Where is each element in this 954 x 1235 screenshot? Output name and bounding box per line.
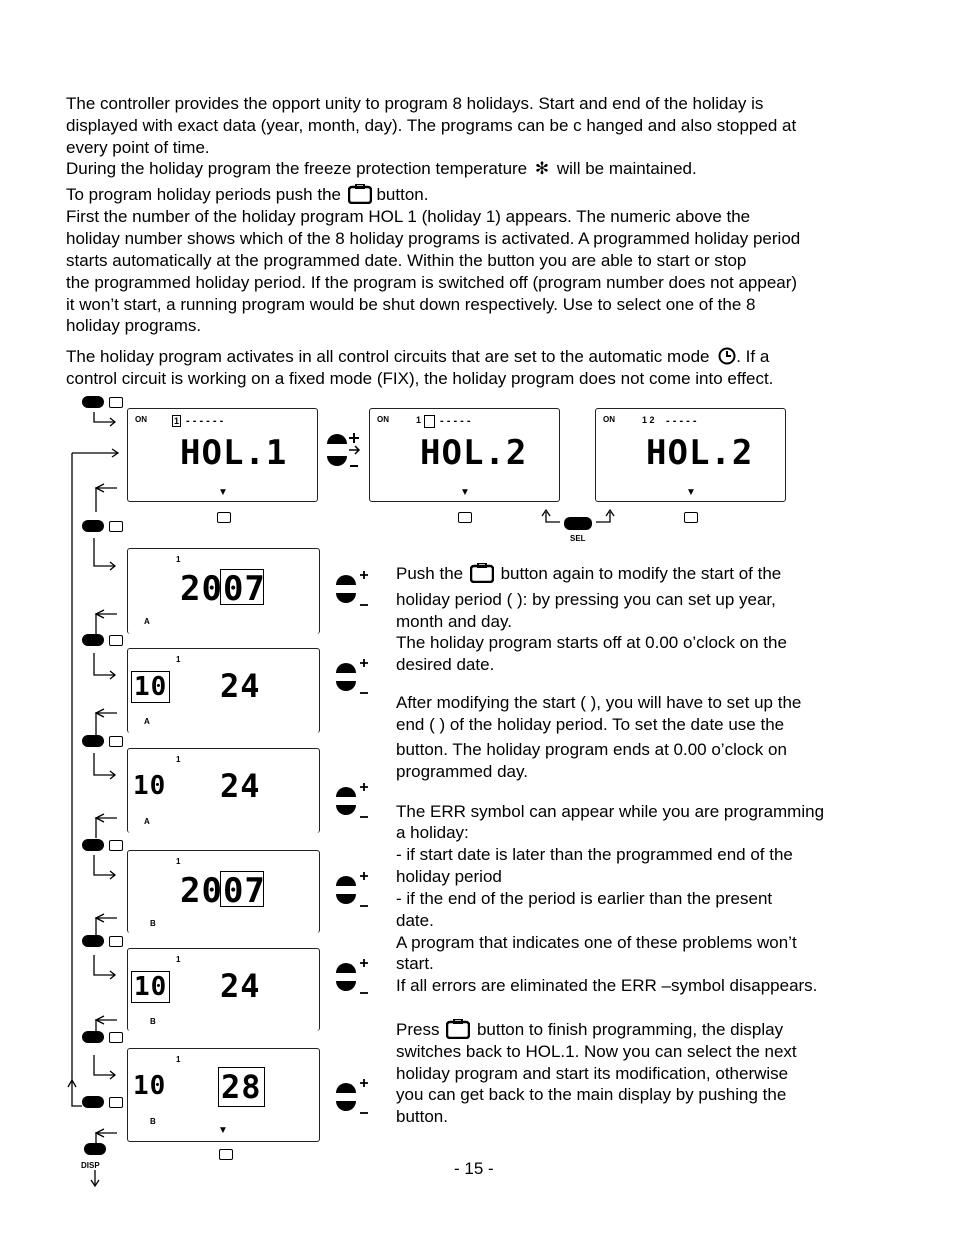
instruction-line: button. xyxy=(396,1107,448,1126)
program-number: 1 2 xyxy=(642,415,655,425)
lcd-display-start-day xyxy=(127,748,320,833)
disp-label: DISP xyxy=(81,1161,100,1170)
plus-minus-rocker-icon[interactable] xyxy=(334,1075,372,1121)
program-number: 1 xyxy=(176,755,181,764)
intro-line: control circuit is working on a fixed mode (FIX), the holiday program does not come into effect. xyxy=(66,369,774,388)
intro-text: button. xyxy=(376,185,429,204)
instruction-line: holiday period xyxy=(396,867,502,886)
down-arrow-icon: ▼ xyxy=(218,487,228,498)
instruction-line: The ERR symbol can appear while you are programming xyxy=(396,802,825,821)
plus-minus-rocker-icon[interactable] xyxy=(334,955,372,1001)
lcd-year: 2007 xyxy=(180,569,266,609)
lcd-day: 24 xyxy=(220,767,261,805)
period-tag: A xyxy=(144,817,150,826)
instruction-line: switches back to HOL.1. Now you can select the next xyxy=(396,1042,797,1061)
instruction-line xyxy=(396,563,781,589)
intro-line: displayed with exact data (year, month, day). The programs can be c hanged and also stopped at xyxy=(66,116,797,135)
plus-minus-rocker-icon[interactable] xyxy=(334,567,372,613)
instruction-line: date. xyxy=(396,911,434,930)
suitcase-icon xyxy=(217,512,231,523)
year-box xyxy=(220,871,264,907)
instruction-line: you can get back to the main display by pushing the xyxy=(396,1085,787,1104)
instruction-line: - if start date is later than the programmed end of the xyxy=(396,845,793,864)
lcd-display-start-month xyxy=(127,648,320,733)
intro-line: every point of time. xyxy=(66,138,210,157)
intro-line: holiday number shows which of the 8 holiday programs is activated. A programmed holiday period xyxy=(66,229,801,248)
on-indicator: ON xyxy=(135,415,147,424)
intro-line xyxy=(66,184,428,206)
down-arrow-icon: ▼ xyxy=(460,487,470,498)
intro-text: To program holiday periods push the xyxy=(66,185,341,204)
lcd-display-hol2 xyxy=(369,408,560,502)
blank-box xyxy=(424,415,435,428)
program-number: 1 xyxy=(176,1055,181,1064)
lcd-display-start-year xyxy=(127,548,320,634)
program-number: 1 xyxy=(176,655,181,664)
suitcase-icon xyxy=(348,184,370,202)
instruction-line: programmed day. xyxy=(396,762,528,781)
page-number: - 15 - xyxy=(454,1159,494,1178)
plus-minus-rocker-icon[interactable] xyxy=(334,868,372,914)
intro-line: the programmed holiday period. If the program is switched off (program number does not appear) xyxy=(66,273,798,292)
lcd-month: 10 xyxy=(133,771,167,801)
intro-line: holiday programs. xyxy=(66,316,202,335)
lcd-day: 24 xyxy=(220,667,261,705)
down-arrow-icon: ▼ xyxy=(686,487,696,498)
instruction-text: Press xyxy=(396,1020,440,1039)
instruction-text: button to finish programming, the display xyxy=(476,1020,784,1039)
intro-line: it won’t start, a running program would be shut down respectively. Use to select one of the 8 xyxy=(66,295,756,314)
period-tag: A xyxy=(144,617,150,626)
lcd-month: 10 xyxy=(131,971,170,1003)
period-tag: B xyxy=(150,919,156,928)
intro-line: First the number of the holiday program HOL 1 (holiday 1) appears. The numeric above the xyxy=(66,207,751,226)
instruction-line: month and day. xyxy=(396,612,512,631)
lcd-text: HOL.1 xyxy=(180,433,288,473)
on-indicator: ON xyxy=(377,415,389,424)
disp-button[interactable] xyxy=(84,1143,106,1155)
program-dashes: - - - - - xyxy=(440,415,471,427)
instruction-line: end ( ) of the holiday period. To set the date use the xyxy=(396,715,785,734)
program-number: 1 xyxy=(416,415,422,425)
year-box xyxy=(220,569,264,605)
lcd-display-end-day xyxy=(127,1048,320,1142)
on-indicator: ON xyxy=(603,415,615,424)
sel-label: SEL xyxy=(570,534,586,543)
instruction-text: Push the xyxy=(396,564,464,583)
instruction-line: holiday period ( ): by pressing you can set up year, xyxy=(396,590,776,609)
instruction-line: After modifying the start ( ), you will have to set up the xyxy=(396,693,802,712)
plus-minus-rocker-icon[interactable] xyxy=(334,779,372,825)
program-number: 1 xyxy=(174,416,180,426)
program-number: 1 xyxy=(176,955,181,964)
program-number: 1 xyxy=(176,555,181,564)
instruction-line: a holiday: xyxy=(396,823,469,842)
lcd-text: HOL.2 xyxy=(420,433,528,473)
period-tag: B xyxy=(150,1117,156,1126)
period-tag: A xyxy=(144,717,150,726)
lcd-display-hol2-selected xyxy=(595,408,786,502)
instruction-line: - if the end of the period is earlier than the present xyxy=(396,889,773,908)
instruction-line: A program that indicates one of these problems won’t xyxy=(396,933,797,952)
suitcase-icon xyxy=(684,512,698,523)
lcd-month: 10 xyxy=(133,1071,167,1101)
plus-minus-rocker-icon[interactable] xyxy=(334,655,372,701)
period-tag: B xyxy=(150,1017,156,1026)
up-down-rocker-icon[interactable] xyxy=(325,430,363,474)
suitcase-icon xyxy=(458,512,472,523)
instruction-line: start. xyxy=(396,954,434,973)
sel-button[interactable] xyxy=(564,517,592,530)
intro-text: will be maintained. xyxy=(556,159,697,178)
instruction-line: The holiday program starts off at 0.00 o’clock on the xyxy=(396,633,787,652)
program-dashes: - - - - - - xyxy=(186,415,224,427)
down-arrow-icon: ▼ xyxy=(218,1125,228,1136)
instruction-line: button. The holiday program ends at 0.00 o’clock on xyxy=(396,740,787,759)
lcd-month: 10 xyxy=(131,671,170,703)
lcd-display-end-month xyxy=(127,948,320,1031)
program-number: 1 xyxy=(176,857,181,866)
snowflake-icon: ✻ xyxy=(534,159,550,178)
instruction-line: holiday program and start its modification, otherwise xyxy=(396,1064,789,1083)
lcd-display-hol1 xyxy=(127,408,318,502)
intro-line: The controller provides the opport unity to program 8 holidays. Start and end of the holiday is xyxy=(66,94,764,113)
instruction-line: desired date. xyxy=(396,655,495,674)
intro-line xyxy=(66,158,697,180)
intro-text: During the holiday program the freeze protection temperature xyxy=(66,159,528,178)
intro-line: starts automatically at the programmed date. Within the button you are able to start or stop xyxy=(66,251,747,270)
intro-text: . If a xyxy=(736,347,770,366)
lcd-text: HOL.2 xyxy=(646,433,754,473)
lcd-day: 24 xyxy=(220,967,261,1005)
lcd-day: 28 xyxy=(218,1067,265,1107)
intro-text: The holiday program activates in all control circuits that are set to the automatic mode xyxy=(66,347,710,366)
program-dashes: - - - - - xyxy=(666,415,697,427)
lcd-display-end-year xyxy=(127,850,320,933)
instruction-text: button again to modify the start of the xyxy=(500,564,782,583)
lcd-year: 2007 xyxy=(180,871,266,911)
suitcase-icon xyxy=(219,1149,233,1160)
flow-diagram-lines xyxy=(60,390,130,1190)
suitcase-icon xyxy=(470,563,494,589)
instruction-line: If all errors are eliminated the ERR –symbol disappears. xyxy=(396,976,818,995)
